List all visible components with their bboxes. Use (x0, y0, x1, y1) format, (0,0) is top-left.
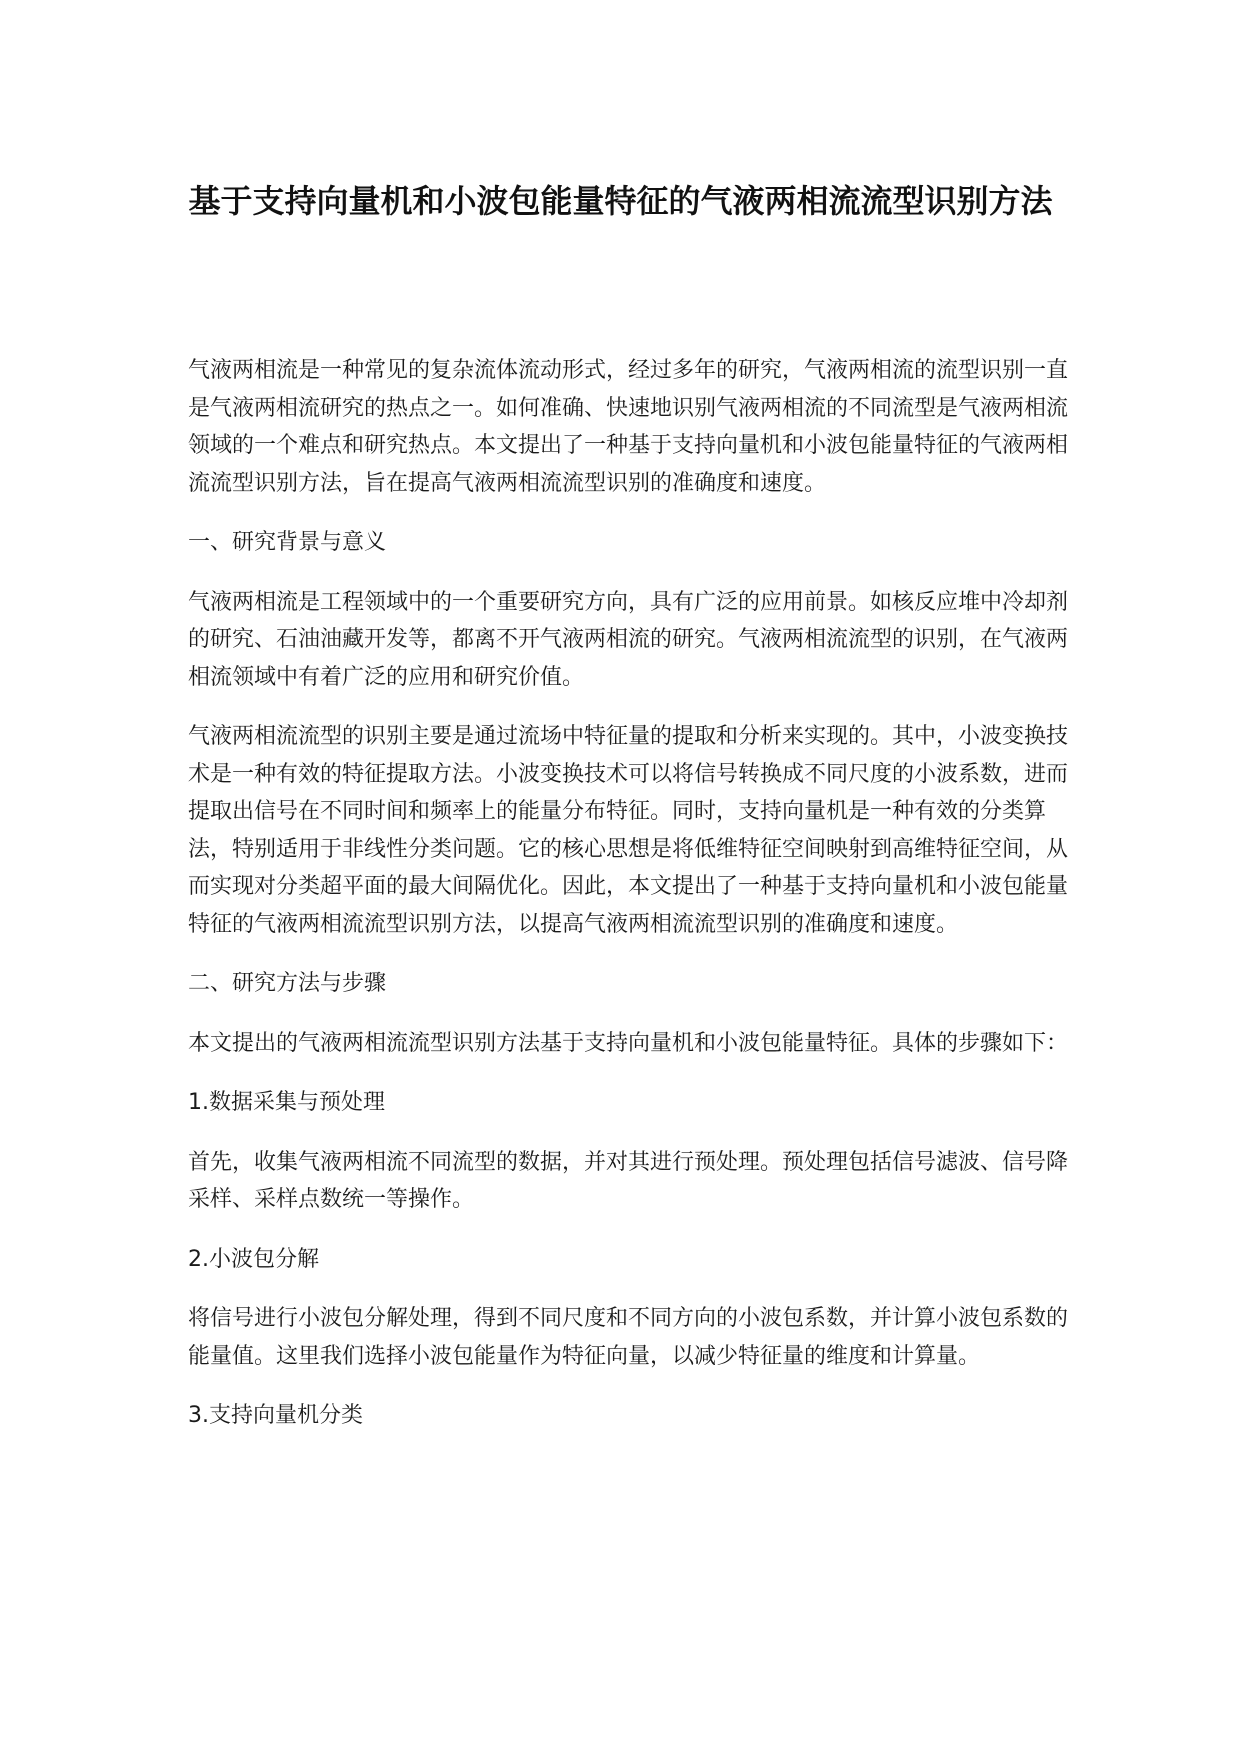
paragraph-background-2: 气液两相流流型的识别主要是通过流场中特征量的提取和分析来实现的。其中，小波变换技术是一种有效的特征提取方法。小波变换技术可以将信号转换成不同尺度的小波系数，进而提取出信号在不同时间和频率上的能量分布特征。同时，支持向量机是一种有效的分类算法，特别适用于非线性分类问题。它的核心思想是将低维特征空间映射到高维特征空间，从而实现对分类超平面的最大间隔优化。因此，本文提出了一种基于支持向量机和小波包能量特征的气液两相流流型识别方法，以提高气液两相流流型识别的准确度和速度。 (188, 724, 1069, 937)
document-title: 基于支持向量机和小波包能量特征的气液两相流流型识别方法 (188, 182, 1053, 220)
document-body (188, 352, 1068, 1457)
paragraph-step-data: 首先，收集气液两相流不同流型的数据，并对其进行预处理。预处理包括信号滤波、信号降采样、采样点数统一等操作。 (188, 1149, 1069, 1212)
step-heading-wavelet: 2.小波包分解 (188, 1246, 319, 1272)
section-heading-methods: 二、研究方法与步骤 (188, 971, 387, 996)
step-heading-data: 1.数据采集与预处理 (188, 1090, 385, 1115)
intro-paragraph: 气液两相流是一种常见的复杂流体流动形式，经过多年的研究，气液两相流的流型识别一直是气液两相流研究的热点之一。如何准确、快速地识别气液两相流的不同流型是气液两相流领域的一个难点和研究热点。本文提出了一种基于支持向量机和小波包能量特征的气液两相流流型识别方法，旨在提高气液两相流流型识别的准确度和速度。 (188, 358, 1069, 496)
paragraph-step-wavelet: 将信号进行小波包分解处理，得到不同尺度和不同方向的小波包系数，并计算小波包系数的能量值。这里我们选择小波包能量作为特征向量，以减少特征量的维度和计算量。 (188, 1306, 1069, 1369)
section-heading-background: 一、研究背景与意义 (188, 530, 387, 555)
step-heading-svm: 3.支持向量机分类 (188, 1403, 363, 1428)
paragraph-background-1: 气液两相流是工程领域中的一个重要研究方向，具有广泛的应用前景。如核反应堆中冷却剂的研究、石油油藏开发等，都离不开气液两相流的研究。气液两相流流型的识别，在气液两相流领域中有着广泛的应用和研究价值。 (188, 589, 1069, 690)
paragraph-methods-intro: 本文提出的气液两相流流型识别方法基于支持向量机和小波包能量特征。具体的步骤如下： (188, 1030, 1069, 1056)
